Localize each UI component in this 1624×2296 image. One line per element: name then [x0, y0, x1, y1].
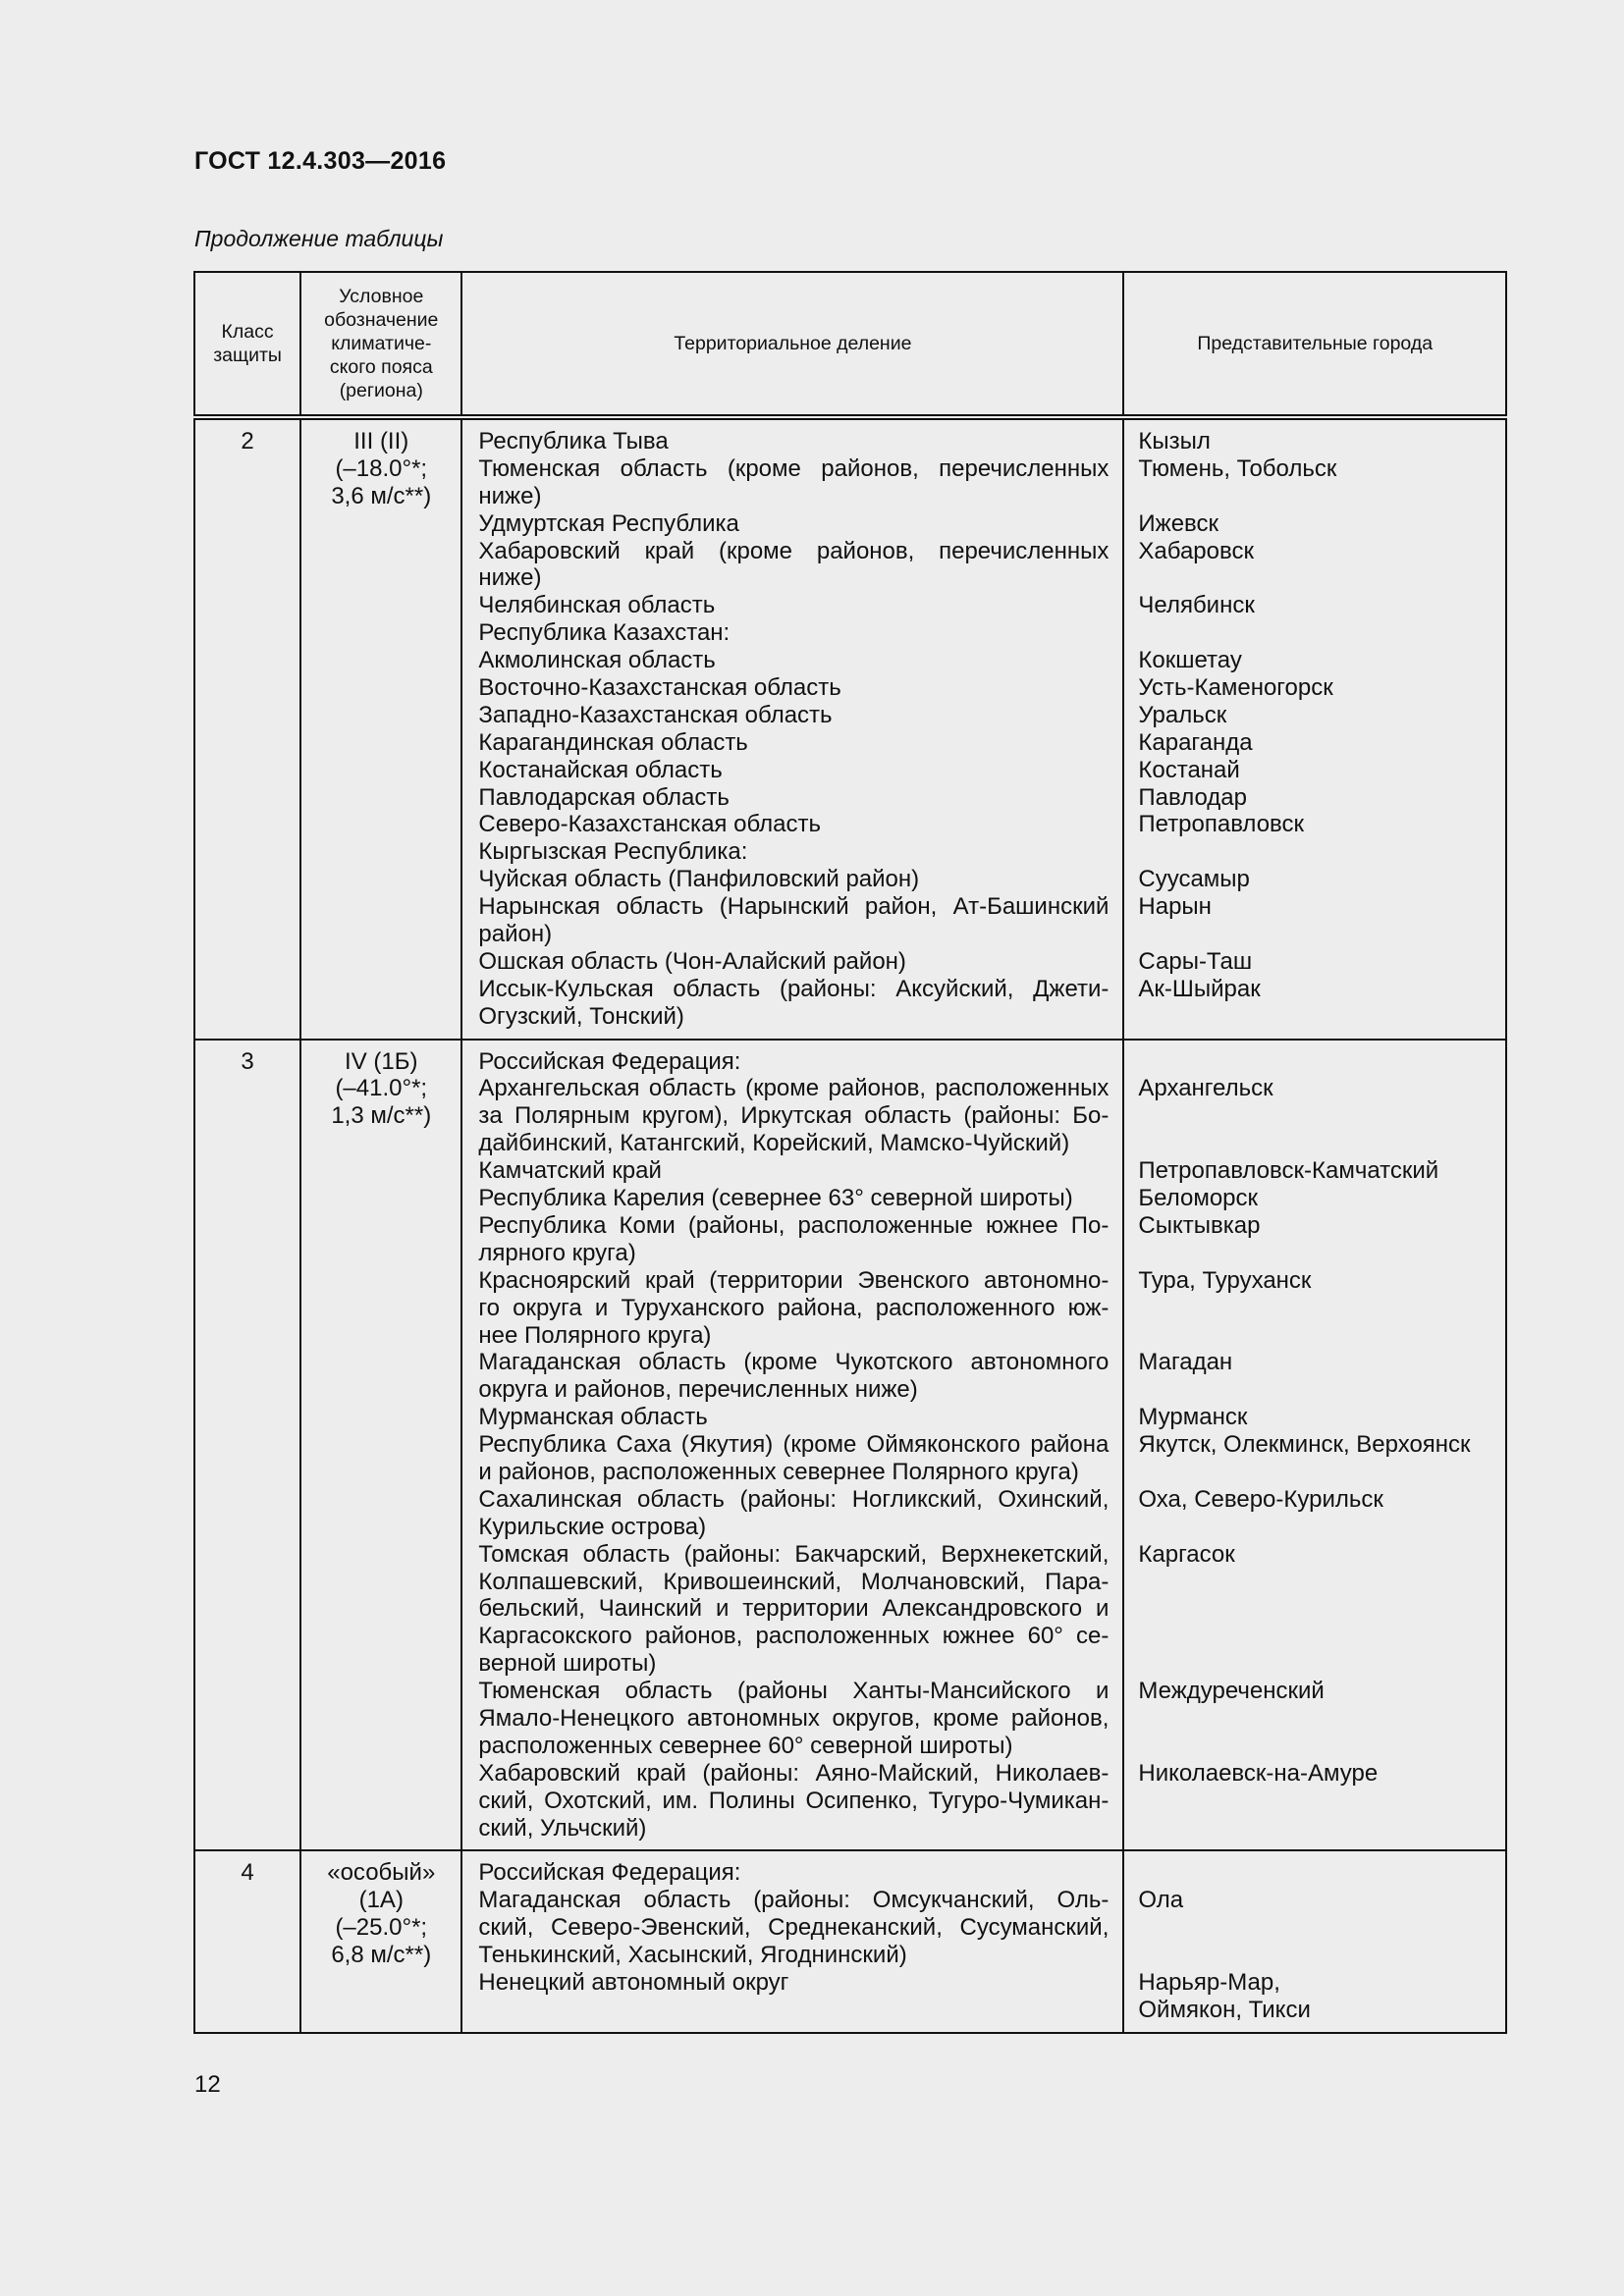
city-line: [1138, 1048, 1495, 1076]
territory-line: Российская Федерация:: [478, 1047, 741, 1075]
territory-line: Тюменская область (кроме районов, перечисленных: [478, 454, 1110, 482]
city-line: [1138, 1102, 1495, 1130]
territory-line: и районов, расположенных севернее Полярного круга): [478, 1458, 1079, 1485]
territory-line: Каргасокского районов, расположенных южнее 60° се-: [478, 1623, 1110, 1650]
header-text: климатиче-: [331, 333, 432, 354]
header-text: защиты: [213, 345, 282, 366]
territory-line: Иссык-Кульская область (районы: Аксуйский, Джети-: [478, 975, 1110, 1002]
territory-line: верной широты): [478, 1650, 657, 1678]
territory-line: Республика Казахстан:: [478, 619, 731, 647]
city-line: Костанай: [1138, 756, 1240, 783]
territory-line: Западно-Казахстанская область: [478, 701, 833, 728]
protection-class-value: 3: [241, 1047, 254, 1075]
city-line: Уральск: [1138, 701, 1227, 728]
city-line: Караганда: [1138, 728, 1253, 756]
territory-line: Республика Карелия (севернее 63° северной широты): [478, 1185, 1073, 1212]
territory-line: Магаданская область (кроме Чукотского автономного: [478, 1349, 1110, 1376]
territory-line: го округа и Туруханского района, расположенного юж-: [478, 1294, 1110, 1321]
city-line: [1138, 1914, 1495, 1942]
city-line: Ола: [1138, 1887, 1184, 1914]
climate-zone-line: III (II): [353, 428, 409, 454]
header-text: (региона): [339, 380, 423, 401]
climate-zone-line: (1А): [358, 1887, 404, 1914]
territory-line: Удмуртская Республика: [478, 509, 739, 537]
city-line: [1138, 1942, 1495, 1969]
city-line: [1138, 1569, 1495, 1596]
table-continuation-label: Продолжение таблицы: [194, 226, 444, 251]
territory-line: Республика Тыва: [478, 428, 669, 454]
territory-line: дайбинский, Катангский, Корейский, Мамско-Чуйский): [478, 1130, 1070, 1157]
city-line: Ижевск: [1138, 509, 1219, 537]
territory-line: Огузский, Тонский): [478, 1002, 684, 1030]
territory-line: Северо-Казахстанская область: [478, 811, 821, 838]
city-line: [1138, 1003, 1495, 1031]
territory-line: Павлодарская область: [478, 783, 730, 811]
territory-line: нее Полярного круга): [478, 1321, 712, 1349]
cities-cell: [1123, 1040, 1506, 1851]
territory-cell: [461, 1040, 1123, 1851]
city-line: [1138, 1295, 1495, 1322]
city-line: [1138, 619, 1495, 647]
climate-zone-line: (–41.0°*;: [335, 1075, 428, 1102]
city-line: [1138, 838, 1495, 866]
territory-line: Мурманская область: [478, 1404, 708, 1431]
city-line: Нарьяр-Мар,: [1138, 1968, 1280, 1996]
city-line: [1138, 1733, 1495, 1760]
city-line: Кокшетау: [1138, 647, 1242, 674]
city-line: [1138, 921, 1495, 948]
climate-zone-line: 1,3 м/с**): [331, 1102, 432, 1130]
territory-line: ский, Ульчский): [478, 1814, 647, 1842]
city-line: [1138, 1815, 1495, 1842]
city-line: [1138, 1595, 1495, 1623]
city-line: Мурманск: [1138, 1404, 1248, 1431]
header-text: Класс: [221, 321, 274, 343]
territory-line: Ошская область (Чон-Алайский район): [478, 947, 906, 975]
territory-line: Красноярский край (территории Эвенского автономно-: [478, 1266, 1110, 1294]
city-line: Междуреченский: [1138, 1678, 1325, 1705]
climate-zone-line: (–25.0°*;: [335, 1914, 428, 1942]
territory-line: ниже): [478, 482, 542, 509]
header-territory: Территориальное деление: [461, 272, 1123, 417]
territory-line: Республика Саха (Якутия) (кроме Оймяконского района: [478, 1431, 1110, 1459]
city-line: Тура, Туруханск: [1138, 1266, 1312, 1294]
city-line: Архангельск: [1138, 1075, 1273, 1102]
city-line: Якутск, Олекминск, Верхоянск: [1138, 1431, 1471, 1459]
climate-zone-table: [193, 271, 1507, 2034]
city-line: [1138, 483, 1495, 510]
table-header-row: [194, 272, 1506, 417]
territory-line: Костанайская область: [478, 756, 723, 783]
header-cities: Представительные города: [1123, 272, 1506, 417]
territory-line: Колпашевский, Кривошеинский, Молчановский, Пара-: [478, 1568, 1110, 1595]
protection-class-cell: [194, 417, 300, 1040]
header-text: обозначение: [324, 309, 439, 331]
city-line: [1138, 1859, 1495, 1887]
protection-class-value: 2: [241, 428, 254, 454]
city-line: Суусамыр: [1138, 866, 1250, 893]
climate-zone-line: IV (1Б): [345, 1047, 418, 1075]
territory-line: ский, Охотский, им. Полины Осипенко, Тугуро-Чумикан-: [478, 1787, 1110, 1814]
city-line: [1138, 1623, 1495, 1650]
cities-cell: [1123, 417, 1506, 1040]
document-id: ГОСТ 12.4.303—2016: [194, 147, 447, 175]
territory-line: Магаданская область (районы: Омсукчанский, Оль-: [478, 1887, 1110, 1914]
city-line: Ак-Шыйрак: [1138, 975, 1261, 1002]
city-line: [1138, 1459, 1495, 1486]
territory-line: за Полярным кругом), Иркутская область (районы: Бо-: [478, 1102, 1110, 1130]
header-protection-class: [194, 272, 300, 417]
city-line: Павлодар: [1138, 783, 1247, 811]
territory-line: бельский, Чаинский и территории Александровского и: [478, 1595, 1110, 1623]
territory-line: Республика Коми (районы, расположенные южнее По-: [478, 1211, 1110, 1239]
city-line: [1138, 1514, 1495, 1541]
city-line: Тюмень, Тобольск: [1138, 454, 1337, 482]
territory-line: Российская Федерация:: [478, 1859, 741, 1887]
climate-zone-cell: [300, 1850, 461, 2032]
city-line: Усть-Каменогорск: [1138, 674, 1333, 702]
territory-line: Сахалинская область (районы: Ногликский, Охинский,: [478, 1485, 1110, 1513]
city-line: Николаевск-на-Амуре: [1138, 1759, 1379, 1787]
climate-zone-line: (–18.0°*;: [335, 454, 428, 482]
city-line: Сыктывкар: [1138, 1211, 1261, 1239]
city-line: [1138, 1322, 1495, 1350]
territory-line: Чуйская область (Панфиловский район): [478, 866, 920, 893]
table-row: [194, 1850, 1506, 2032]
city-line: [1138, 1705, 1495, 1733]
city-line: Хабаровск: [1138, 537, 1254, 564]
protection-class-cell: [194, 1850, 300, 2032]
territory-line: лярного круга): [478, 1239, 636, 1266]
city-line: Петропавловск: [1138, 811, 1305, 838]
climate-zone-line: 3,6 м/с**): [331, 482, 432, 509]
city-line: Челябинск: [1138, 592, 1255, 619]
city-line: [1138, 564, 1495, 592]
city-line: [1138, 1130, 1495, 1157]
territory-line: Челябинская область: [478, 592, 716, 619]
territory-line: Томская область (районы: Бакчарский, Верхнекетский,: [478, 1540, 1110, 1568]
city-line: Беломорск: [1138, 1185, 1259, 1212]
climate-zone-line: «особый»: [327, 1859, 436, 1887]
city-line: [1138, 1376, 1495, 1404]
climate-zone-line: 6,8 м/с**): [331, 1942, 432, 1969]
header-text: Условное: [339, 286, 424, 307]
table-row: [194, 1040, 1506, 1851]
territory-line: Нарынская область (Нарынский район, Ат-Башинский: [478, 893, 1110, 921]
territory-line: округа и районов, перечисленных ниже): [478, 1376, 918, 1404]
city-line: Оймякон, Тикси: [1138, 1996, 1311, 2023]
page-number: 12: [194, 2071, 221, 2098]
territory-line: район): [478, 921, 553, 948]
territory-line: ский, Северо-Эвенский, Среднеканский, Сусуманский,: [478, 1914, 1110, 1942]
cities-cell: [1123, 1850, 1506, 2032]
territory-line: ниже): [478, 564, 542, 592]
territory-line: Камчатский край: [478, 1157, 662, 1185]
protection-class-cell: [194, 1040, 300, 1851]
table-row: [194, 417, 1506, 1040]
territory-line: Акмолинская область: [478, 647, 716, 674]
territory-line: расположенных севернее 60° северной широты): [478, 1732, 1013, 1759]
city-line: Магадан: [1138, 1349, 1233, 1376]
header-climate-zone: [300, 272, 461, 417]
climate-zone-cell: [300, 1040, 461, 1851]
territory-line: Кыргызская Республика:: [478, 838, 748, 866]
territory-line: Архангельская область (кроме районов, расположенных: [478, 1075, 1110, 1102]
city-line: Кызыл: [1138, 428, 1211, 454]
city-line: Сары-Таш: [1138, 947, 1253, 975]
city-line: Нарын: [1138, 893, 1212, 921]
territory-line: Карагандинская область: [478, 728, 748, 756]
protection-class-value: 4: [241, 1859, 254, 1887]
territory-cell: [461, 417, 1123, 1040]
territory-line: Тюменская область (районы Ханты-Мансийского и: [478, 1678, 1110, 1705]
city-line: [1138, 1240, 1495, 1267]
city-line: [1138, 1650, 1495, 1678]
city-line: Каргасок: [1138, 1540, 1235, 1568]
city-line: Оха, Северо-Курильск: [1138, 1485, 1383, 1513]
climate-zone-cell: [300, 417, 461, 1040]
territory-cell: [461, 1850, 1123, 2032]
header-text: ского пояса: [329, 356, 433, 378]
city-line: Петропавловск-Камчатский: [1138, 1157, 1439, 1185]
city-line: [1138, 1788, 1495, 1815]
territory-line: Ямало-Ненецкого автономных округов, кроме районов,: [478, 1704, 1110, 1732]
territory-line: Тенькинский, Хасынский, Ягоднинский): [478, 1942, 907, 1969]
territory-line: Хабаровский край (кроме районов, перечисленных: [478, 537, 1110, 564]
territory-line: Восточно-Казахстанская область: [478, 674, 841, 702]
territory-line: Курильские острова): [478, 1513, 707, 1540]
territory-line: Ненецкий автономный округ: [478, 1968, 789, 1996]
territory-line: Хабаровский край (районы: Аяно-Майский, Николаев-: [478, 1759, 1110, 1787]
